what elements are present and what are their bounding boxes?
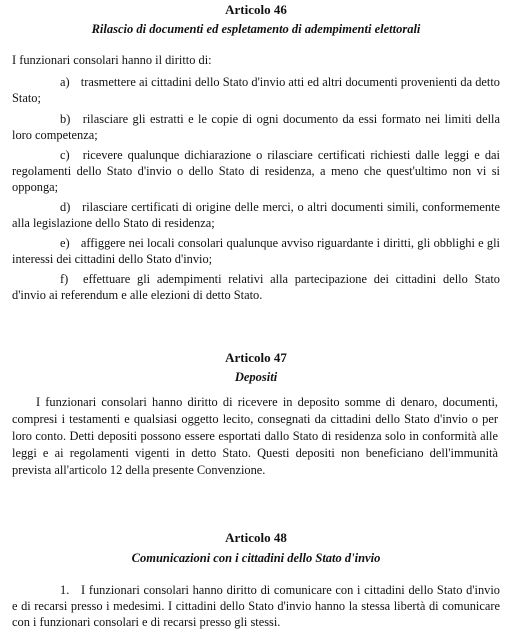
paragraph-text: I funzionari consolari hanno diritto di comunicare con i cittadini dello Stato d'invio e di recarsi presso i medesimi. I cittadini dello Stato d'invio hanno la stessa libertà di comunicare con i funzionari consolari e di recarsi presso gli stessi. (12, 583, 500, 629)
item-marker: d) (60, 200, 71, 214)
item-text: rilasciare gli estratti e le copie di ogni documento da essi formato nei limiti della loro competenza; (12, 112, 500, 142)
paragraph-marker: 1. (60, 583, 70, 597)
article-46-intro: I funzionari consolari hanno il diritto di: (12, 53, 212, 67)
item-text: affiggere nei locali consolari qualunque avviso riguardante i diritti, gli obblighi e gli interessi dei cittadini dello Stato d'invio; (12, 236, 500, 266)
item-marker: f) (60, 272, 69, 286)
item-text: rilasciare certificati di origine delle merci, o altri documenti simili, conformemente alla legislazione dello Stato di residenza; (12, 200, 500, 230)
article-46-item-b (12, 111, 500, 143)
article-46-item-f (12, 271, 500, 303)
article-46-item-a (12, 74, 500, 106)
item-text: effettuare gli adempimenti relativi alla partecipazione dei cittadini dello Stato d'invio ai referendum e alle elezioni di detto Stato. (12, 272, 500, 302)
item-marker: a) (60, 75, 70, 89)
article-48-subtitle: Comunicazioni con i cittadini dello Stato d'invio (131, 551, 381, 565)
article-47-title: Articolo 47 (225, 350, 287, 365)
article-48-title: Articolo 48 (225, 530, 287, 545)
article-46-item-d (12, 199, 500, 231)
article-47-body: I funzionari consolari hanno diritto di ricevere in deposito somme di denaro, documenti, compresi i testamenti e qualsiasi oggetto lecito, consegnati da cittadini dello Stato d'invio o per loro conto. Detti depositi possono essere esportati dallo Stato di residenza solo in conformità alle leggi e ai regolamenti vigenti in detto Stato. Questi depositi non beneficiano dell'immunità prevista all'articolo 12 della presente Convenzione. (12, 395, 498, 477)
article-48-paragraph-1 (12, 582, 500, 630)
article-46-title: Articolo 46 (225, 2, 287, 17)
article-47-subtitle: Depositi (234, 370, 278, 384)
item-text: trasmettere ai cittadini dello Stato d'invio atti ed altri documenti provenienti da detto Stato; (12, 75, 500, 105)
article-46-item-c (12, 147, 500, 195)
article-46-subtitle: Rilascio di documenti ed espletamento di adempimenti elettorali (91, 22, 421, 36)
article-46-item-e (12, 235, 500, 267)
item-marker: c) (60, 148, 70, 162)
item-text: ricevere qualunque dichiarazione o rilasciare certificati richiesti dalle leggi e dai regolamenti dello Stato d'invio o dello Stato di residenza, a meno che quest'ultimo non vi si opponga; (12, 148, 500, 194)
item-marker: e) (60, 236, 70, 250)
item-marker: b) (60, 112, 71, 126)
